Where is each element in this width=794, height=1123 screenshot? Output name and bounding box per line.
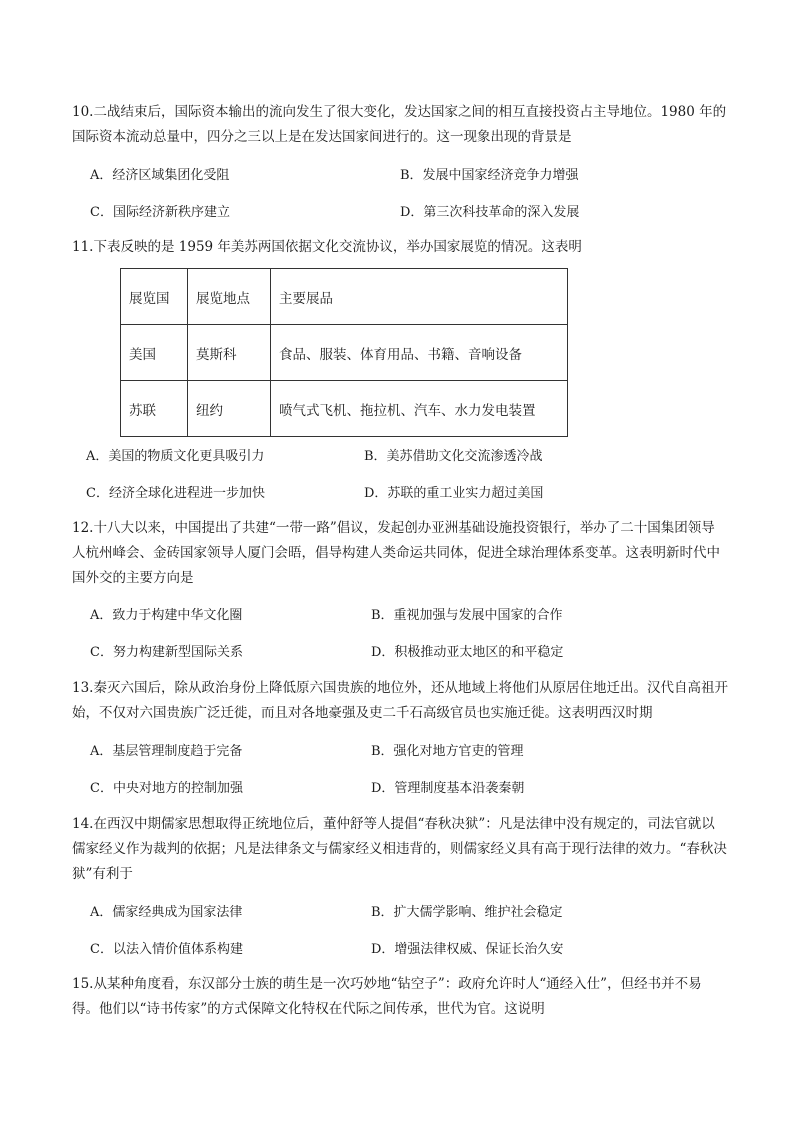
question-10-option-c[interactable]: C．国际经济新秩序建立 [90,205,230,220]
question-14-option-a[interactable]: A．儒家经典成为国家法律 [90,905,243,920]
question-15-stem: 15.从某种角度看，东汉部分士族的萌生是一次巧妙地“钻空子”：政府允许时人“通经入仕”，但经书并不易得。他们以“诗书传家”的方式保障文化特权在代际之间传承，世代为官。这说明 [72,976,702,1017]
table-cell: 美国 [121,325,188,381]
question-10-option-b[interactable]: B．发展中国家经济竞争力增强 [400,168,579,183]
table-row [121,325,568,381]
table-header-cell: 展览国 [121,269,188,325]
table-cell: 喷气式飞机、拖拉机、汽车、水力发电装置 [271,381,568,437]
table-row [121,381,568,437]
table-cell: 纽约 [188,381,271,437]
question-12-option-a[interactable]: A．致力于构建中华文化圈 [90,608,243,623]
exhibition-table [120,268,568,437]
question-11-option-c[interactable]: C．经济全球化进程进一步加快 [86,486,265,501]
question-13-option-b[interactable]: B．强化对地方官吏的管理 [371,744,524,759]
question-11-option-d[interactable]: D．苏联的重工业实力超过美国 [364,486,544,501]
question-14-option-d[interactable]: D．增强法律权威、保证长治久安 [371,942,564,957]
question-10-option-a[interactable]: A．经济区域集团化受阻 [90,168,230,183]
table-header-cell: 主要展品 [271,269,568,325]
question-13-option-d[interactable]: D．管理制度基本沿袭秦朝 [371,781,525,796]
question-14-option-c[interactable]: C．以法入情价值体系构建 [90,942,243,957]
question-14-option-b[interactable]: B．扩大儒学影响、维护社会稳定 [371,905,563,920]
question-14-stem: 14.在西汉中期儒家思想取得正统地位后，董仲舒等人提倡“春秋决狱”：凡是法律中没有规定的，司法官就以儒家经义作为裁判的依据；凡是法律条文与儒家经义相违背的，则儒家经义具有高于现行法律的效力。“春秋决狱”有利于 [72,816,727,882]
question-11-option-b[interactable]: B．美苏借助文化交流渗透冷战 [364,449,543,464]
question-12-option-d[interactable]: D．积极推动亚太地区的和平稳定 [371,645,564,660]
table-cell: 莫斯科 [188,325,271,381]
question-12-option-c[interactable]: C．努力构建新型国际关系 [90,645,243,660]
question-10-stem: 10.二战结束后，国际资本输出的流向发生了很大变化，发达国家之间的相互直接投资占主导地位。1980 年的国际资本流动总量中，四分之三以上是在发达国家间进行的。这一现象出现的背景是 [72,104,727,145]
table-header-cell: 展览地点 [188,269,271,325]
question-11-option-a[interactable]: A．美国的物质文化更具吸引力 [86,449,265,464]
question-13-option-a[interactable]: A．基层管理制度趋于完备 [90,744,243,759]
question-11-stem: 11.下表反映的是 1959 年美苏两国依据文化交流协议，举办国家展览的情况。这表明 [72,239,582,255]
question-13-option-c[interactable]: C．中央对地方的控制加强 [90,781,243,796]
question-10-option-d[interactable]: D．第三次科技革命的深入发展 [400,205,580,220]
question-12-option-b[interactable]: B．重视加强与发展中国家的合作 [371,608,563,623]
table-cell: 苏联 [121,381,188,437]
table-cell: 食品、服装、体育用品、书籍、音响设备 [271,325,568,381]
table-header-row [121,269,568,325]
question-13-stem: 13.秦灭六国后，除从政治身份上降低原六国贵族的地位外，还从地域上将他们从原居住地迁出。汉代自高祖开始，不仅对六国贵族广泛迁徙，而且对各地豪强及吏二千石高级官员也实施迁徙。这表明西汉时期 [72,680,728,721]
question-12-stem: 12.十八大以来，中国提出了共建“一带一路”倡议，发起创办亚洲基础设施投资银行，举办了二十国集团领导人杭州峰会、金砖国家领导人厦门会晤，倡导构建人类命运共同体，促进全球治理体系变革。这表明新时代中国外交的主要方向是 [72,520,720,586]
